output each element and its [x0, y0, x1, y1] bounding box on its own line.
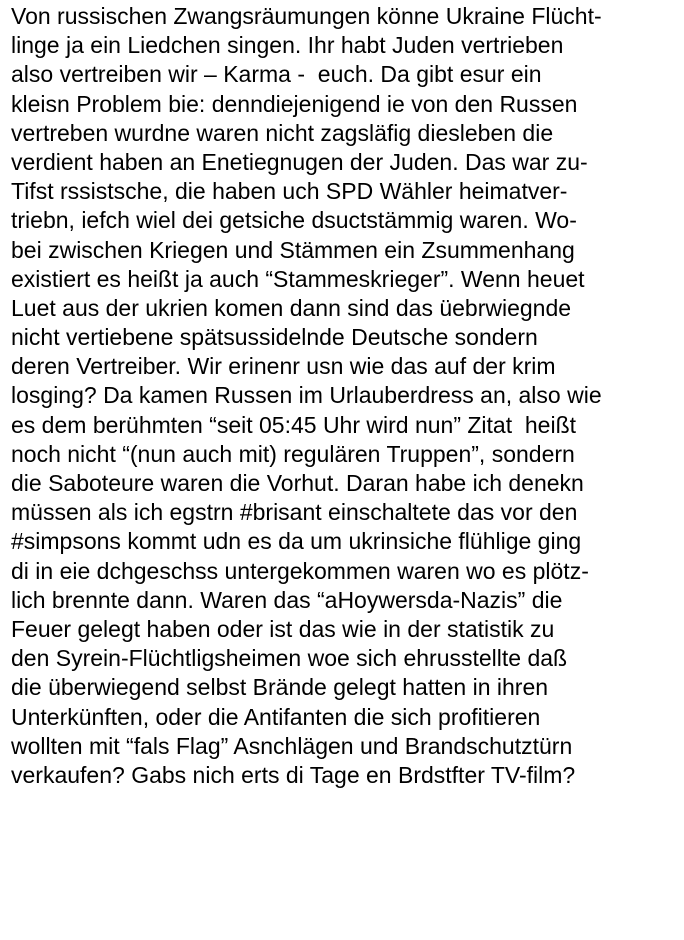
text-line: den Syrein-Flüchtligsheimen woe sich ehrusstellte daß [11, 645, 568, 672]
text-line: existiert es heißt ja auch “Stammeskrieger”. Wenn heuet [11, 265, 585, 292]
text-line: wollten mit “fals Flag” Asnchlägen und Brandschutztürn [11, 732, 573, 759]
text-line: di in eie dchgeschss untergekommen waren wo es plötz- [11, 557, 589, 584]
text-line: lich brennte dann. Waren das “aHoywersda-Nazis” die [11, 586, 563, 613]
text-line: es dem berühmten “seit 05:45 Uhr wird nun” Zitat heißt [11, 411, 577, 438]
text-line: losging? Da kamen Russen im Urlauberdress an, also wie [11, 382, 602, 409]
text-line: Unterkünften, oder die Antifanten die sich profitieren [11, 703, 541, 730]
text-line: die Saboteure waren die Vorhut. Daran habe ich denekn [11, 470, 584, 496]
text-line: müssen als ich egstrn #brisant einschaltete das vor den [11, 499, 578, 526]
text-line: vertreben wurdne waren nicht zagsläfig diesleben die [11, 119, 554, 146]
text-line: noch nicht “(nun auch mit) regulären Truppen”, sondern [11, 440, 575, 467]
text-line: die überwiegend selbst Brände gelegt hatten in ihren [11, 674, 549, 701]
text-line: also vertreiben wir – Karma - euch. Da gibt esur ein [11, 61, 542, 88]
text-line: bei zwischen Kriegen und Stämmen ein Zsummenhang [11, 236, 575, 263]
text-line: verkaufen? Gabs nich erts di Tage en Brdstfter TV-film? [11, 761, 576, 788]
text-line: nicht vertiebene spätsussidelnde Deutsche sondern [11, 324, 538, 351]
text-line: #simpsons kommt udn es da um ukrinsiche flühlige ging [11, 528, 582, 555]
text-line: triebn, iefch wiel dei getsiche dsuctstämmig waren. Wo- [11, 207, 577, 234]
text-line: Von russischen Zwangsräumungen könne Ukraine Flücht- [11, 3, 602, 29]
text-line: linge ja ein Liedchen singen. Ihr habt Juden vertrieben [11, 32, 564, 59]
text-line: deren Vertreiber. Wir erinenr usn wie das auf der krim [11, 353, 556, 380]
text-line: Luet aus der ukrien komen dann sind das üebrwiegnde [11, 294, 572, 321]
text-line: kleisn Problem bie: denndiejenigend ie von den Russen [11, 90, 578, 117]
text-line: verdient haben an Enetiegnugen der Juden. Das war zu- [11, 148, 588, 175]
body-text [11, 2, 681, 790]
text-line: Tifst rssistsche, die haben uch SPD Wähler heimatver- [11, 178, 568, 205]
text-line: Feuer gelegt haben oder ist das wie in der statistik zu [11, 615, 555, 642]
